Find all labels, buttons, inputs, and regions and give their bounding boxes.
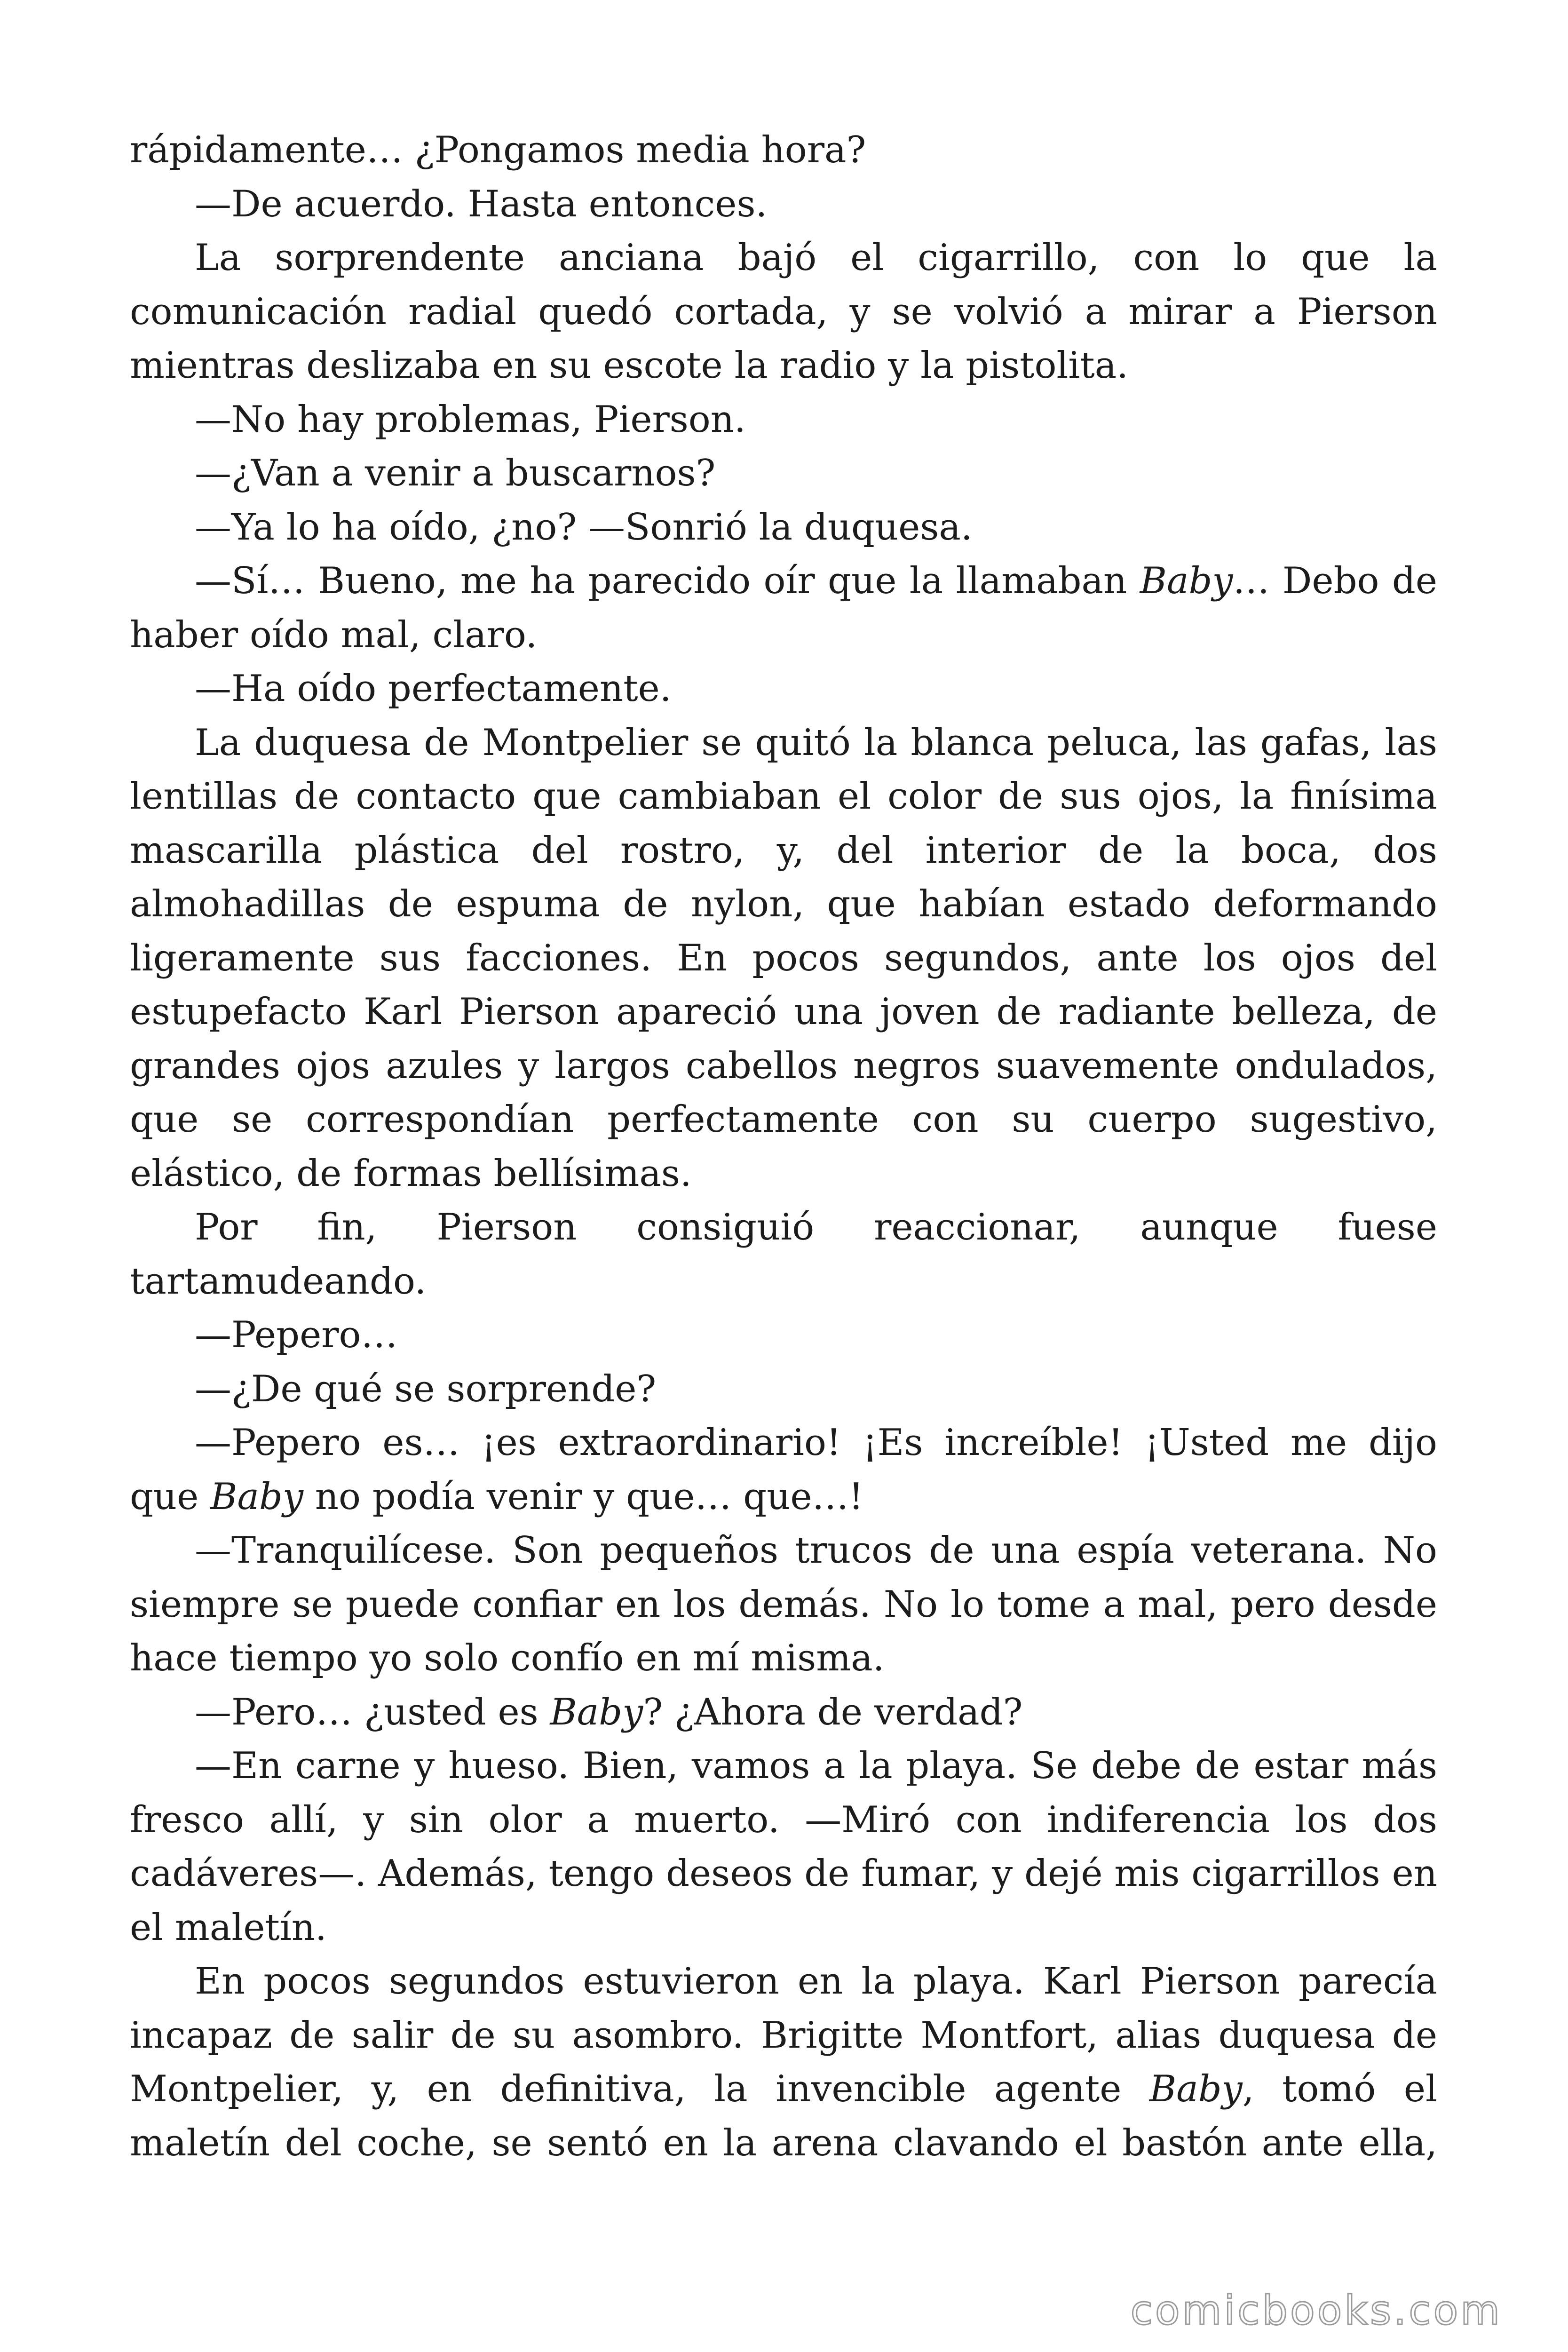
- paragraph: [130, 1524, 1437, 1685]
- italic-text: Baby: [210, 1475, 303, 1518]
- text-run: Por fin, Pierson consiguió reaccionar, aunque fuese tartamudeando.: [130, 1206, 1437, 1303]
- paragraph: [130, 446, 1437, 501]
- text-run: —En carne y hueso. Bien, vamos a la playa. Se debe de estar más fresco allí, y sin olor a muerto. —Miró con indiferencia los dos cadáveres—. Además, tengo deseos de fumar, y dejé mis cigarrillos en el maletín.: [130, 1745, 1437, 1949]
- paragraph: [130, 231, 1437, 393]
- text-run: —Ha oído perfectamente.: [195, 667, 672, 710]
- text-run: —Sí… Bueno, me ha parecido oír que la llamaban: [195, 560, 1140, 602]
- text-run: —Pepero es… ¡es extraordinario! ¡Es increíble! ¡Usted me dijo que: [130, 1422, 1437, 1518]
- text-run: En pocos segundos estuvieron en la playa. Karl Pierson parecía incapaz de salir de su asombro. Brigitte Montfort, alias duquesa de Montpelier, y, en definitiva, la invencible agente: [130, 1960, 1437, 2110]
- text-run: … Debo de haber oído mal, claro.: [130, 560, 1437, 656]
- text-run: —Pero… ¿usted es: [195, 1691, 550, 1733]
- paragraph: [130, 554, 1437, 662]
- paragraph: [130, 1685, 1437, 1740]
- text-run: —Ya lo ha oído, ¿no? —Sonrió la duquesa.: [195, 506, 973, 548]
- paragraph: [130, 177, 1437, 231]
- text-run: —De acuerdo. Hasta entonces.: [195, 183, 768, 225]
- text-run: —¿Van a venir a buscarnos?: [195, 452, 716, 494]
- paragraph: [130, 1362, 1437, 1416]
- paragraph: [130, 1200, 1437, 1308]
- text-run: —¿De qué se sorprende?: [195, 1367, 657, 1410]
- paragraph: [130, 1416, 1437, 1524]
- paragraph: [130, 501, 1437, 555]
- paragraph: [130, 393, 1437, 447]
- text-run: ? ¿Ahora de verdad?: [643, 1691, 1023, 1733]
- paragraph: [130, 716, 1437, 1201]
- text-run: La sorprendente anciana bajó el cigarrillo, con lo que la comunicación radial quedó cortada, y se volvió a mirar a Pierson mientras deslizaba en su escote la radio y la pistolita.: [130, 237, 1437, 387]
- text-run: La duquesa de Montpelier se quitó la blanca peluca, las gafas, las lentillas de contacto que cambiaban el color de sus ojos, la finísima mascarilla plástica del rostro, y, del interior de la boca, dos almohadillas de espuma de nylon, que habían estado deformando ligeramente sus facciones. En pocos segundos, ante los ojos del estupefacto Karl Pierson apareció una joven de radiante belleza, de grandes ojos azules y largos cabellos negros suavemente ondulados, que se correspondían perfectamente con su cuerpo sugestivo, elástico, de formas bellísimas.: [130, 721, 1437, 1195]
- text-run: —Pepero…: [195, 1314, 398, 1356]
- text-run: —No hay problemas, Pierson.: [195, 398, 746, 441]
- body-text: [130, 123, 1437, 2170]
- italic-text: Baby: [1140, 560, 1233, 602]
- text-run: rápidamente… ¿Pongamos media hora?: [130, 129, 866, 171]
- paragraph: [130, 662, 1437, 716]
- paragraph: [130, 123, 1437, 177]
- watermark: comicbooks.com: [1130, 2287, 1502, 2334]
- text-run: no podía venir y que… que…!: [303, 1475, 863, 1518]
- paragraph: [130, 1955, 1437, 2170]
- paragraph: [130, 1739, 1437, 1955]
- italic-text: Baby: [550, 1691, 643, 1733]
- paragraph: [130, 1308, 1437, 1362]
- italic-text: Baby: [1149, 2068, 1243, 2110]
- text-run: , tomó el maletín del coche, se sentó en la arena clavando el bastón ante ella,: [130, 2068, 1437, 2164]
- text-run: —Tranquilícese. Son pequeños trucos de una espía veterana. No siempre se puede confiar en los demás. No lo tome a mal, pero desde hace tiempo yo solo confío en mí misma.: [130, 1529, 1437, 1679]
